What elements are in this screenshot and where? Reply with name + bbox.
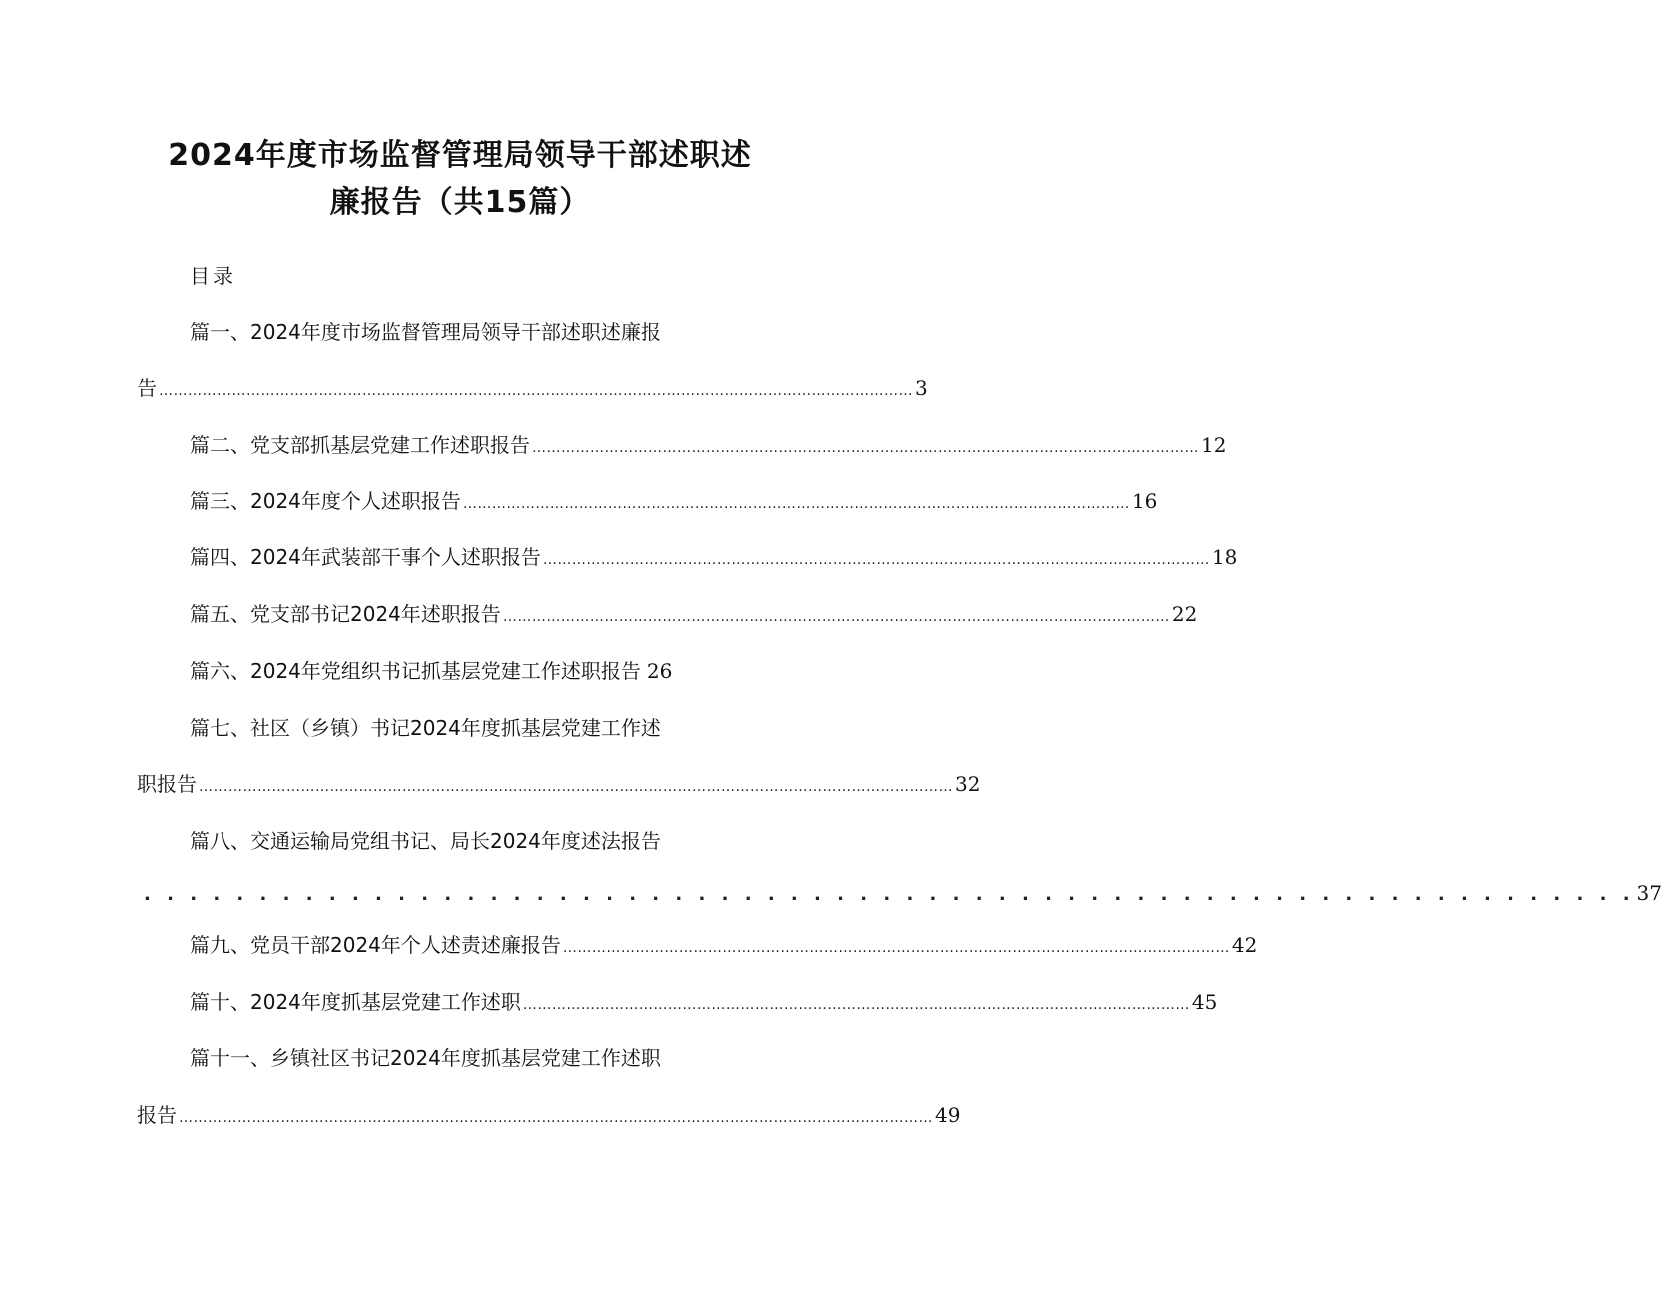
toc-entry-title: 报告	[137, 1103, 177, 1127]
toc-entry-8-line-2[interactable]	[142, 877, 1662, 911]
leader-dots: …………………………………………………………………………………………………………………………	[562, 940, 1230, 956]
toc-page-number: 49	[935, 1103, 961, 1127]
toc-page-number: 3	[915, 376, 928, 400]
toc-entry-title: 篇八、交通运输局党组书记、局长2024年度述法报告	[190, 829, 661, 853]
toc-entry-title: 篇五、党支部书记2024年述职报告	[190, 602, 501, 626]
toc-entry-7-line-1[interactable]	[190, 712, 661, 744]
toc-entry-2[interactable]	[190, 429, 1227, 464]
toc-entry-6[interactable]	[190, 655, 672, 687]
document-title-line-2: 廉报告（共15篇）	[329, 185, 591, 220]
toc-entry-title: 告	[137, 376, 157, 400]
toc-entry-title: 篇二、党支部抓基层党建工作述职报告	[190, 433, 530, 457]
toc-page-number: 26	[646, 659, 673, 683]
toc-entry-title: 篇九、党员干部2024年个人述责述廉报告	[190, 933, 561, 957]
toc-heading: 目录	[190, 264, 236, 288]
toc-entry-title: 篇十一、乡镇社区书记2024年度抓基层党建工作述职	[190, 1046, 661, 1070]
leader-dots: …………………………………………………………………………………………………………………………	[532, 440, 1199, 456]
toc-entry-title: 篇十、2024年度抓基层党建工作述职	[190, 990, 521, 1014]
toc-page-number: 37	[1636, 881, 1662, 905]
leader-dots: …………………………………………………………………………………………………………………………	[542, 552, 1210, 568]
toc-entry-7-line-2[interactable]	[137, 768, 981, 803]
leader-dots: …………………………………………………………………………………………………………………………	[462, 496, 1130, 512]
document-title-line-1: 2024年度市场监督管理局领导干部述职述	[168, 138, 752, 173]
leader-dots: . . . . . . . . . . . . . . . . . . . . . . . . . . . . . . . . . . . . . . . . . . . . . . . . . . . . . . . . . . . . . . . . .	[144, 884, 1635, 905]
toc-page-number: 16	[1131, 489, 1158, 513]
toc-entry-8-line-1[interactable]	[190, 825, 661, 857]
toc-entry-title: 篇一、2024年度市场监督管理局领导干部述职述廉报	[190, 320, 661, 344]
toc-entry-9[interactable]	[190, 929, 1258, 964]
toc-entry-title: 篇三、2024年度个人述职报告	[190, 489, 461, 513]
leader-dots: …………………………………………………………………………………………………………………………………………	[199, 779, 953, 795]
toc-entry-5[interactable]	[190, 598, 1198, 633]
toc-entry-11-line-2[interactable]	[137, 1099, 961, 1134]
toc-page-number: 45	[1191, 990, 1218, 1014]
toc-page-number: 32	[955, 772, 981, 796]
toc-entry-title: 篇六、2024年党组织书记抓基层党建工作述职报告	[190, 659, 641, 683]
toc-entry-1-line-2[interactable]	[137, 372, 928, 407]
leader-dots: …………………………………………………………………………………………………………………………………………	[159, 383, 913, 399]
toc-page-number: 12	[1201, 433, 1227, 457]
toc-entry-11-line-1[interactable]	[190, 1042, 661, 1074]
leader-dots: …………………………………………………………………………………………………………………………………………	[179, 1110, 933, 1126]
toc-page-number: 42	[1231, 933, 1258, 957]
toc-entry-1-line-1[interactable]	[190, 316, 661, 348]
toc-entry-title: 篇四、2024年武装部干事个人述职报告	[190, 545, 541, 569]
toc-entry-title: 篇七、社区（乡镇）书记2024年度抓基层党建工作述	[190, 716, 661, 740]
toc-entry-4[interactable]	[190, 541, 1238, 576]
toc-entry-10[interactable]	[190, 986, 1218, 1021]
toc-page-number: 18	[1211, 545, 1238, 569]
leader-dots: …………………………………………………………………………………………………………………………	[522, 997, 1190, 1013]
toc-entry-3[interactable]	[190, 485, 1158, 520]
toc-page-number: 22	[1171, 602, 1198, 626]
leader-dots: …………………………………………………………………………………………………………………………	[502, 609, 1170, 625]
toc-entry-title: 职报告	[137, 772, 197, 796]
